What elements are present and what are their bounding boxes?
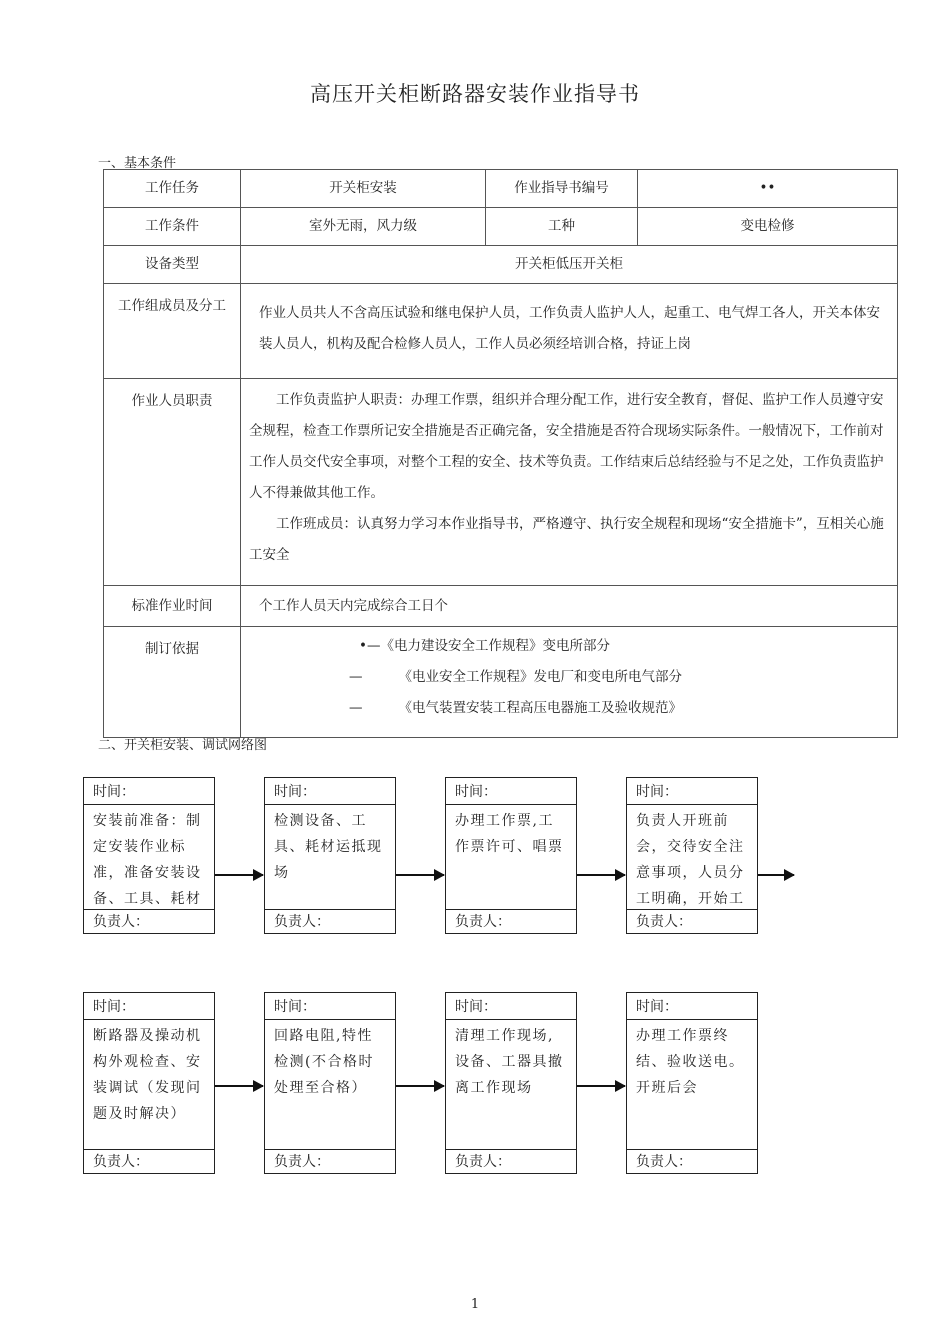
basis-dash: — bbox=[349, 669, 363, 685]
duty-value bbox=[241, 379, 898, 586]
flow-step-text: 负责人开班前会，交待安全注意事项，人员分工明确，开始工 bbox=[636, 813, 745, 907]
table-row bbox=[104, 379, 898, 586]
flow-step-inspect bbox=[83, 992, 215, 1174]
flow-owner-label: 负责人： bbox=[627, 1149, 757, 1173]
table-row bbox=[104, 586, 898, 627]
flow-step-meeting bbox=[626, 777, 758, 934]
basis-label: 制订依据 bbox=[104, 627, 241, 738]
doc-number-label: 作业指导书编号 bbox=[486, 170, 638, 208]
basis-dash: — bbox=[349, 700, 363, 716]
basis-text: 《电气装置安装工程高压电器施工及验收规范》 bbox=[398, 700, 682, 716]
basis-text: 《电业安全工作规程》发电厂和变电所电气部分 bbox=[398, 669, 682, 685]
page-number: 1 bbox=[470, 1297, 480, 1312]
device-type-value: 开关柜低压开关柜 bbox=[241, 246, 898, 284]
team-value: 作业人员共人不含高压试验和继电保护人员，工作负责人监护人人，起重工、电气焊工各人，开关本体安装人员人，机构及配合检修人员人，工作人员必须经培训合格，持证上岗 bbox=[241, 284, 898, 379]
team-label: 工作组成员及分工 bbox=[104, 284, 241, 379]
flow-step-text: 回路电阻,特性检测(不合格时处理至合格） bbox=[274, 1028, 374, 1096]
flow-arrow bbox=[577, 1085, 625, 1087]
flow-time-label: 时间： bbox=[265, 993, 395, 1020]
flow-step-text: 检测设备、工具、耗材运抵现场 bbox=[274, 813, 383, 881]
page-title: 高压开关柜断路器安装作业指导书 bbox=[310, 82, 640, 106]
flow-owner-label: 负责人： bbox=[265, 909, 395, 933]
duty-label: 作业人员职责 bbox=[104, 379, 241, 586]
doc-number-value: •• bbox=[638, 170, 898, 208]
table-row bbox=[104, 284, 898, 379]
flow-time-label: 时间： bbox=[446, 778, 576, 805]
table-row bbox=[104, 627, 898, 738]
basis-item bbox=[241, 662, 897, 693]
flow-arrow bbox=[215, 874, 263, 876]
trade-value: 变电检修 bbox=[638, 208, 898, 246]
device-type-label: 设备类型 bbox=[104, 246, 241, 284]
flow-time-label: 时间： bbox=[446, 993, 576, 1020]
basis-item bbox=[241, 693, 897, 724]
duty-paragraph-members: 工作班成员：认真努力学习本作业指导书，严格遵守、执行安全规程和现场“安全措施卡”，互相关心施工安全 bbox=[249, 516, 884, 563]
flow-owner-label: 负责人： bbox=[627, 909, 757, 933]
basic-conditions-table bbox=[103, 169, 898, 738]
flow-owner-label: 负责人： bbox=[446, 909, 576, 933]
flow-owner-label: 负责人： bbox=[84, 1149, 214, 1173]
standard-time-label: 标准作业时间 bbox=[104, 586, 241, 627]
flow-owner-label: 负责人： bbox=[446, 1149, 576, 1173]
flow-step-close bbox=[626, 992, 758, 1174]
flow-owner-label: 负责人： bbox=[84, 909, 214, 933]
flow-owner-label: 负责人： bbox=[265, 1149, 395, 1173]
flow-time-label: 时间： bbox=[627, 993, 757, 1020]
basis-value bbox=[241, 627, 898, 738]
flow-step-transport bbox=[264, 777, 396, 934]
flow-time-label: 时间： bbox=[627, 778, 757, 805]
flow-time-label: 时间： bbox=[265, 778, 395, 805]
flow-step-permit bbox=[445, 777, 577, 934]
basis-item: •—《电力建设安全工作规程》变电所部分 bbox=[359, 638, 610, 654]
table-row bbox=[104, 208, 898, 246]
flow-step-test bbox=[264, 992, 396, 1174]
table-row bbox=[104, 170, 898, 208]
flow-time-label: 时间： bbox=[84, 993, 214, 1020]
flow-arrow bbox=[396, 874, 444, 876]
flow-step-text: 办理工作票终结、验收送电。开班后会 bbox=[636, 1028, 745, 1096]
section-basic-conditions: 一、基本条件 bbox=[98, 156, 177, 171]
flow-arrow bbox=[215, 1085, 263, 1087]
flow-arrow bbox=[396, 1085, 444, 1087]
flow-arrow bbox=[758, 874, 794, 876]
flow-step-prepare bbox=[83, 777, 215, 934]
work-condition-label: 工作条件 bbox=[104, 208, 241, 246]
work-condition-value: 室外无雨，风力级 bbox=[241, 208, 486, 246]
flow-time-label: 时间： bbox=[84, 778, 214, 805]
table-row bbox=[104, 246, 898, 284]
flow-step-text: 清理工作现场,设备、工器具撤离工作现场 bbox=[455, 1028, 564, 1096]
duty-paragraph-leader: 工作负责监护人职责：办理工作票，组织并合理分配工作，进行安全教育，督促、监护工作人员遵守安全规程，检查工作票所记安全措施是否正确完备，安全措施是否符合现场实际条件。一般情况下，工作前对工作人员交代安全事项，对整个工程的安全、技术等负责。工作结束后总结经验与不足之处，工作负责监护人不得兼做其他工作。 bbox=[249, 392, 884, 501]
flow-step-cleanup bbox=[445, 992, 577, 1174]
work-task-label: 工作任务 bbox=[104, 170, 241, 208]
trade-label: 工种 bbox=[486, 208, 638, 246]
standard-time-value: 个工作人员天内完成综合工日个 bbox=[241, 586, 898, 627]
section-network-diagram: 二、开关柜安装、调试网络图 bbox=[98, 738, 268, 753]
work-task-value: 开关柜安装 bbox=[241, 170, 486, 208]
flow-step-text: 断路器及操动机构外观检查、安装调试（发现问题及时解决） bbox=[93, 1028, 202, 1122]
flow-step-text: 办理工作票,工作票许可、唱票 bbox=[455, 813, 564, 855]
flow-step-text: 安装前准备：制定安装作业标准，准备安装设备、工具、耗材 bbox=[93, 813, 202, 907]
flow-arrow bbox=[577, 874, 625, 876]
